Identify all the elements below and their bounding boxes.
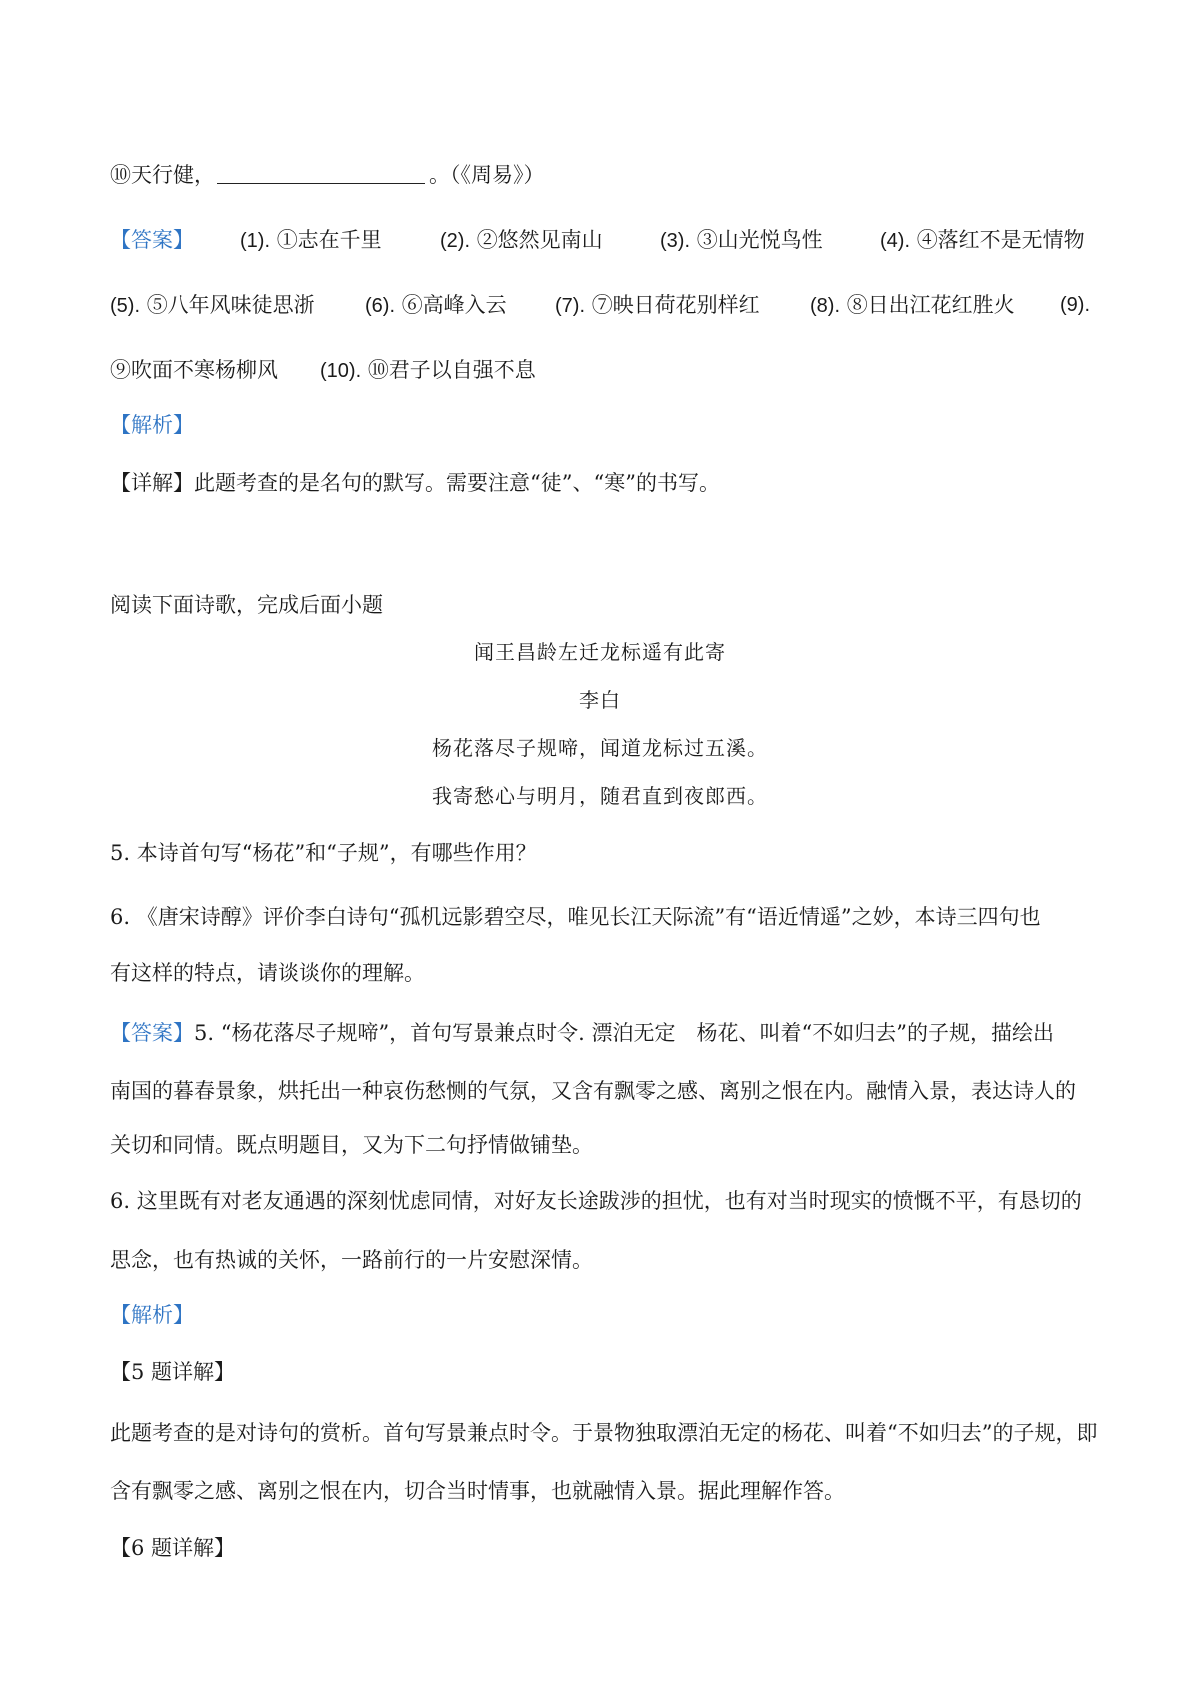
answer-item: (7). ⑦映日荷花别样红 [555, 293, 760, 317]
answer-item: (1). ①志在千里 [240, 228, 382, 252]
answer-row-2 [110, 290, 1095, 320]
poem-author: 李白 [579, 688, 621, 712]
answer-6-line-1: 6. 这里既有对老友通遇的深刻忧虑同情，对好友长途跋涉的担忧，也有对当时现实的愤慨不平，有恳切的 [110, 1189, 1082, 1213]
fill-blank [217, 162, 425, 184]
question-10-prefix: ⑩天行健， [110, 163, 215, 187]
question-5: 5. 本诗首句写“杨花”和“子规”，有哪些作用？ [110, 841, 537, 865]
question-10-line [110, 160, 545, 190]
answer-item: (4). ④落红不是无情物 [880, 228, 1085, 252]
answer-item-num: (9). [1060, 294, 1090, 316]
answer-item-text: ⑨吹面不寒杨柳风 [110, 358, 278, 382]
poem-line: 我寄愁心与明月，随君直到夜郎西。 [432, 784, 768, 808]
poem-title: 闻王昌龄左迁龙标遥有此寄 [474, 640, 726, 664]
answer-item: (10). ⑩君子以自强不息 [320, 358, 536, 382]
answer-label: 【答案】 [110, 1021, 194, 1045]
detail-5-line-1: 此题考查的是对诗句的赏析。首句写景兼点时令。于景物独取漂泊无定的杨花、叫着“不如归去”的子规，即 [110, 1421, 1098, 1445]
question-10-suffix: 。（《周易》） [429, 163, 545, 187]
answer-5-line-1: 【答案】5. “杨花落尽子规啼”，首句写景兼点时令. 漂泊无定 杨花、叫着“不如归去”的子规，描绘出 [110, 1021, 1055, 1045]
answer-5-line-2: 南国的暮春景象，烘托出一种哀伤愁恻的气氛，又含有飘零之感、离别之恨在内。融情入景，表达诗人的 [110, 1079, 1076, 1103]
answer-row-1 [110, 225, 1095, 255]
answer-item: (5). ⑤八年风味徒思浙 [110, 293, 315, 317]
detail-5-heading: 【5 题详解】 [110, 1360, 236, 1384]
answer-item: (8). ⑧日出江花红胜火 [810, 293, 1015, 317]
analysis-label: 【解析】 [110, 1303, 194, 1327]
answer-6-line-2: 思念，也有热诚的关怀，一路前行的一片安慰深情。 [110, 1248, 593, 1272]
analysis-detail: 【详解】此题考查的是名句的默写。需要注意“徒”、“寒”的书写。 [110, 471, 720, 495]
answer-item: (3). ③山光悦鸟性 [660, 228, 823, 252]
detail-5-line-2: 含有飘零之感、离别之恨在内，切合当时情事，也就融情入景。据此理解作答。 [110, 1479, 845, 1503]
poem-line: 杨花落尽子规啼，闻道龙标过五溪。 [432, 736, 768, 760]
answer-item: (6). ⑥高峰入云 [365, 293, 507, 317]
analysis-label: 【解析】 [110, 413, 194, 437]
answer-row-3 [110, 355, 1095, 385]
detail-6-heading: 【6 题详解】 [110, 1536, 236, 1560]
question-6-line-2: 有这样的特点，请谈谈你的理解。 [110, 961, 425, 985]
answer-5-line-3: 关切和同情。既点明题目，又为下二句抒情做铺垫。 [110, 1133, 593, 1157]
answer-label: 【答案】 [110, 228, 194, 252]
answer-item: (2). ②悠然见南山 [440, 228, 603, 252]
reading-intro: 阅读下面诗歌，完成后面小题 [110, 593, 383, 617]
question-6-line-1: 6. 《唐宋诗醇》评价李白诗句“孤机远影碧空尽，唯见长江天际流”有“语近情遥”之妙，本诗三四句也 [110, 905, 1041, 929]
